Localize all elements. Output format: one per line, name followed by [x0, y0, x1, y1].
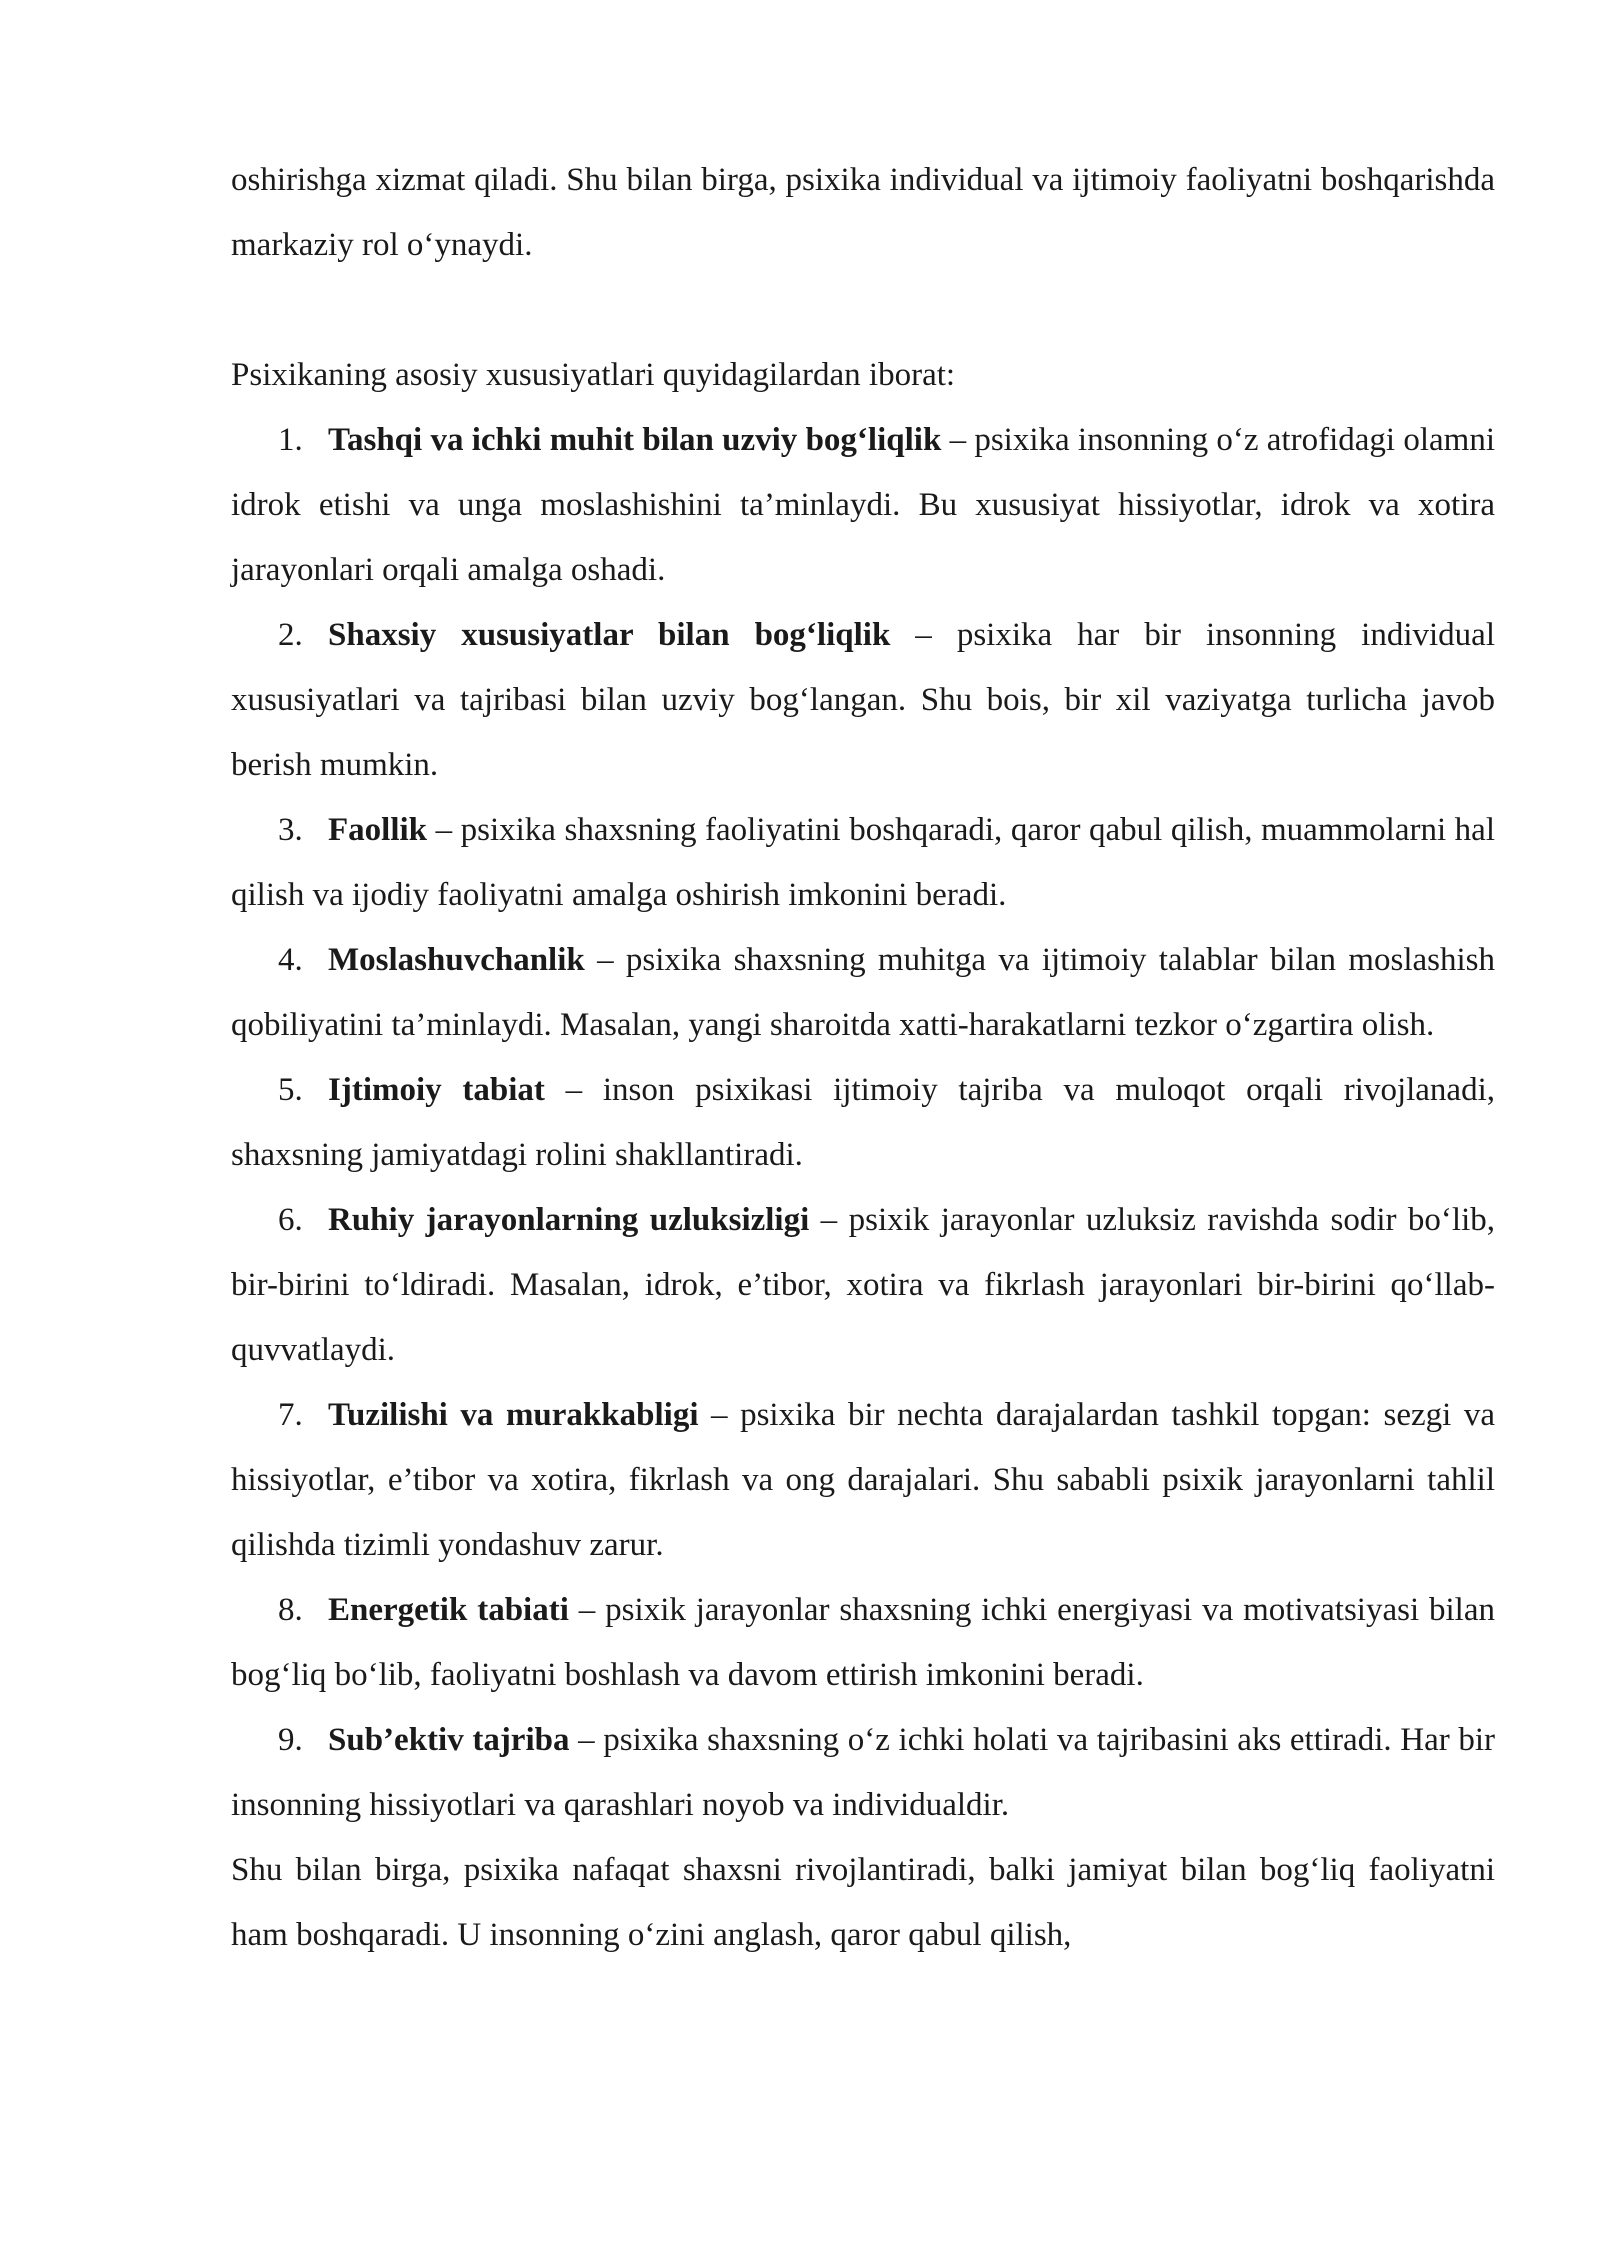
list-item — [231, 1188, 1495, 1383]
item-term: Energetik tabiati — [328, 1592, 569, 1628]
item-term: Shaxsiy xususiyatlar bilan bog‘liqlik — [328, 617, 891, 653]
closing-paragraph: Shu bilan birga, psixika nafaqat shaxsni rivojlantiradi, balki jamiyat bilan bog‘liq faoliyatni ham boshqaradi. U insonning o‘zini anglash, qaror qabul qilish, — [231, 1852, 1495, 1953]
item-number: 3. — [278, 812, 303, 848]
document-page — [231, 148, 1495, 1968]
list-item — [231, 603, 1495, 798]
item-number: 9. — [278, 1722, 303, 1758]
item-description: – psixik jarayonlar uzluksiz ravishda sodir bo‘lib, bir-birini to‘ldiradi. Masalan, idrok, e’tibor, xotira va fikrlash jarayonlari bir-birini qo‘llab-quvvatlaydi. — [231, 1202, 1495, 1368]
item-term: Faollik — [328, 812, 428, 848]
item-description: – psixika shaxsning faoliyatini boshqaradi, qaror qabul qilish, muammolarni hal qilish va ijodiy faoliyatni amalga oshirish imkonini beradi. — [231, 812, 1495, 913]
item-number: 1. — [278, 422, 303, 458]
list-item — [231, 408, 1495, 603]
item-description: – psixik jarayonlar shaxsning ichki energiyasi va motivatsiyasi bilan bog‘liq bo‘lib, faoliyatni boshlash va davom ettirish imkonini beradi. — [231, 1592, 1496, 1693]
list-item — [231, 1383, 1495, 1578]
item-term: Ijtimoiy tabiat — [328, 1072, 545, 1108]
list-item — [231, 928, 1495, 1058]
item-number: 8. — [278, 1592, 303, 1628]
item-description: – psixika insonning o‘z atrofidagi olamni idrok etishi va unga moslashishini ta’minlaydi. Bu xususiyat hissiyotlar, idrok va xotira jarayonlari orqali amalga oshadi. — [231, 422, 1495, 588]
properties-list — [231, 408, 1495, 1838]
item-term: Tashqi va ichki muhit bilan uzviy bog‘liqlik — [328, 422, 942, 458]
list-item — [231, 1058, 1495, 1188]
list-item — [231, 1708, 1495, 1838]
list-item — [231, 1578, 1495, 1708]
item-number: 6. — [278, 1202, 303, 1238]
item-description: – psixika bir nechta darajalardan tashkil topgan: sezgi va hissiyotlar, e’tibor va xotira, fikrlash va ong darajalari. Shu sababli psixik jarayonlarni tahlil qilishda tizimli yondashuv zarur. — [231, 1397, 1495, 1563]
item-number: 2. — [278, 617, 303, 653]
item-description: – psixika har bir insonning individual xususiyatlari va tajribasi bilan uzviy bog‘langan. Shu bois, bir xil vaziyatga turlicha javob berish mumkin. — [231, 617, 1496, 783]
intro-paragraph: oshirishga xizmat qiladi. Shu bilan birga, psixika individual va ijtimoiy faoliyatni boshqarishda markaziy rol o‘ynaydi. — [231, 162, 1495, 263]
paragraph-gap — [231, 278, 1495, 343]
item-description: – psixika shaxsning muhitga va ijtimoiy talablar bilan moslashish qobiliyatini ta’minlaydi. Masalan, yangi sharoitda xatti-harakatlarni tezkor o‘zgartira olish. — [231, 942, 1495, 1043]
item-term: Tuzilishi va murakkabligi — [328, 1397, 699, 1433]
item-term: Ruhiy jarayonlarning uzluksizligi — [328, 1202, 810, 1238]
list-lead-text: Psixikaning asosiy xususiyatlari quyidagilardan iborat: — [231, 357, 956, 393]
item-description: – psixika shaxsning o‘z ichki holati va tajribasini aks ettiradi. Har bir insonning hissiyotlari va qarashlari noyob va individualdir. — [231, 1722, 1495, 1823]
list-item — [231, 798, 1495, 928]
item-term: Moslashuvchanlik — [328, 942, 585, 978]
item-number: 5. — [278, 1072, 303, 1108]
item-description: – inson psixikasi ijtimoiy tajriba va muloqot orqali rivojlanadi, shaxsning jamiyatdagi rolini shakllantiradi. — [231, 1072, 1495, 1173]
item-number: 7. — [278, 1397, 303, 1433]
item-number: 4. — [278, 942, 303, 978]
item-term: Sub’ektiv tajriba — [328, 1722, 570, 1758]
